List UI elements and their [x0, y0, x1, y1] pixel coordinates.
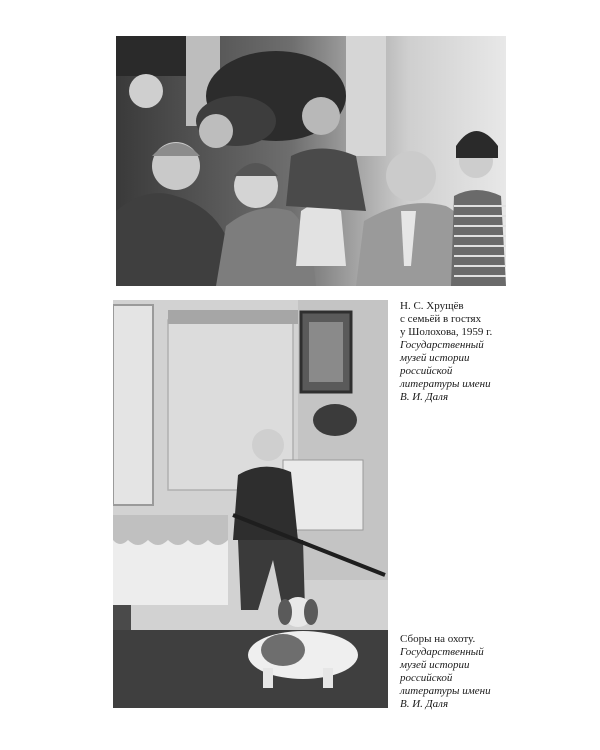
- caption-source-line: музей истории: [400, 659, 470, 671]
- caption-date-part: у Шолохова, 1959 г.: [400, 326, 493, 338]
- bottom-photo-caption: [400, 633, 560, 711]
- group-portrait-drawing: [116, 36, 506, 286]
- caption-line: Н. С. Хрущёв: [400, 300, 464, 312]
- caption-source-line: Государственный: [400, 646, 484, 658]
- caption-source-line: литературы имени: [400, 685, 491, 697]
- caption-source-line: российской: [400, 365, 453, 377]
- caption-line: [400, 326, 560, 339]
- caption-line: с семьёй в гостях: [400, 313, 482, 325]
- caption-source-line: литературы имени: [400, 378, 491, 390]
- caption-source-line: российской: [400, 672, 453, 684]
- caption-source-line: музей истории: [400, 352, 470, 364]
- khrushchev-family-photo: [116, 36, 506, 286]
- hunting-preparation-photo: [113, 300, 388, 708]
- interior-scene-drawing: [113, 300, 388, 708]
- top-photo-caption: [400, 300, 560, 404]
- caption-source-line: В. И. Даля: [400, 698, 449, 710]
- caption-line: Сборы на охоту.: [400, 633, 476, 645]
- caption-source-line: В. И. Даля: [400, 391, 449, 403]
- caption-source-line: Государственный: [400, 339, 484, 351]
